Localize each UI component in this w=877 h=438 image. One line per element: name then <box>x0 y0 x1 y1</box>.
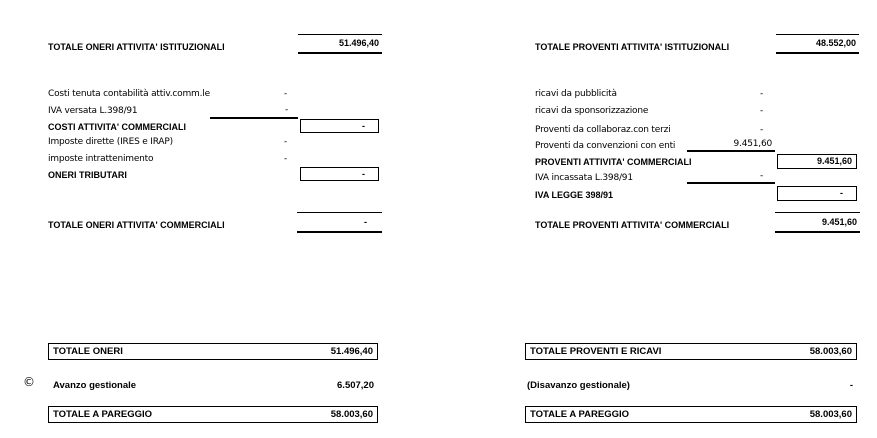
proventi-attivita-commerciali-value: 9.451,60 <box>777 154 857 169</box>
costi-contabilita-value: - <box>283 89 287 99</box>
totale-proventi-label: TOTALE PROVENTI E RICAVI <box>530 346 662 357</box>
costi-attivita-commerciali-label: COSTI ATTIVITA' COMMERCIALI <box>48 122 186 132</box>
oneri-tributari-value: - <box>300 167 379 181</box>
imposte-intrattenimento-label: imposte intrattenimento <box>48 154 154 164</box>
imposte-dirette-label: Imposte dirette (IRES e IRAP) <box>48 137 173 147</box>
totale-pareggio-right-row <box>525 406 857 423</box>
oneri-tributari-label: ONERI TRIBUTARI <box>48 170 127 180</box>
oneri-istituzionali-total-value: 51.496,40 <box>298 34 382 54</box>
copyright-marker: © <box>23 375 35 389</box>
totale-proventi-row <box>525 343 857 360</box>
proventi-convenzioni-label: Proventi da convenzioni con enti <box>535 141 676 151</box>
disavanzo-gestionale-label: (Disavanzo gestionale) <box>527 380 630 391</box>
proventi-commerciali-total-value: 9.451,60 <box>775 212 860 233</box>
totale-oneri-label: TOTALE ONERI <box>53 346 123 357</box>
ricavi-sponsorizzazione-value: - <box>759 106 763 116</box>
proventi-istituzionali-total-label: TOTALE PROVENTI ATTIVITA' ISTITUZIONALI <box>535 42 730 52</box>
iva-incassata-value: - <box>687 171 775 184</box>
oneri-commerciali-total-value: - <box>297 212 382 233</box>
proventi-istituzionali-total-value: 48.552,00 <box>776 34 859 54</box>
totale-pareggio-right-label: TOTALE A PAREGGIO <box>530 409 630 420</box>
ricavi-pubblicita-label: ricavi da pubblicità <box>535 89 617 99</box>
proventi-convenzioni-value: 9.451,60 <box>687 139 775 152</box>
proventi-commerciali-total-label: TOTALE PROVENTI ATTIVITA' COMMERCIALI <box>535 220 730 230</box>
proventi-collaborazioni-label: Proventi da collaboraz.con terzi <box>535 125 671 135</box>
costi-contabilita-label: Costi tenuta contabilità attiv.comm.le <box>48 89 210 99</box>
totale-pareggio-left-label: TOTALE A PAREGGIO <box>53 409 153 420</box>
totale-proventi-value: 58.003,60 <box>809 346 852 357</box>
imposte-dirette-value: - <box>283 137 287 147</box>
totale-pareggio-left-value: 58.003,60 <box>330 409 373 420</box>
ricavi-sponsorizzazione-label: ricavi da sponsorizzazione <box>535 106 649 116</box>
totale-pareggio-left-row <box>48 406 378 423</box>
iva-legge-398-value: - <box>777 186 857 201</box>
proventi-attivita-commerciali-label: PROVENTI ATTIVITA' COMMERCIALI <box>535 157 692 167</box>
totale-oneri-row <box>48 343 378 360</box>
ricavi-pubblicita-value: - <box>759 89 763 99</box>
oneri-istituzionali-total-label: TOTALE ONERI ATTIVITA' ISTITUZIONALI <box>48 42 225 52</box>
oneri-commerciali-total-label: TOTALE ONERI ATTIVITA' COMMERCIALI <box>48 220 225 230</box>
costi-attivita-commerciali-value: - <box>300 119 379 133</box>
avanzo-gestionale-value: 6.507,20 <box>337 380 374 391</box>
disavanzo-gestionale-value: - <box>849 380 853 391</box>
imposte-intrattenimento-value: - <box>283 154 287 164</box>
iva-incassata-label: IVA incassata L.398/91 <box>535 173 633 183</box>
totale-pareggio-right-value: 58.003,60 <box>809 409 852 420</box>
iva-versata-value: - <box>210 105 298 119</box>
totale-oneri-value: 51.496,40 <box>330 346 373 357</box>
proventi-collaborazioni-value: - <box>759 125 763 135</box>
iva-legge-398-label: IVA LEGGE 398/91 <box>535 190 614 200</box>
iva-versata-label: IVA versata L.398/91 <box>48 106 138 116</box>
avanzo-gestionale-label: Avanzo gestionale <box>53 380 137 391</box>
